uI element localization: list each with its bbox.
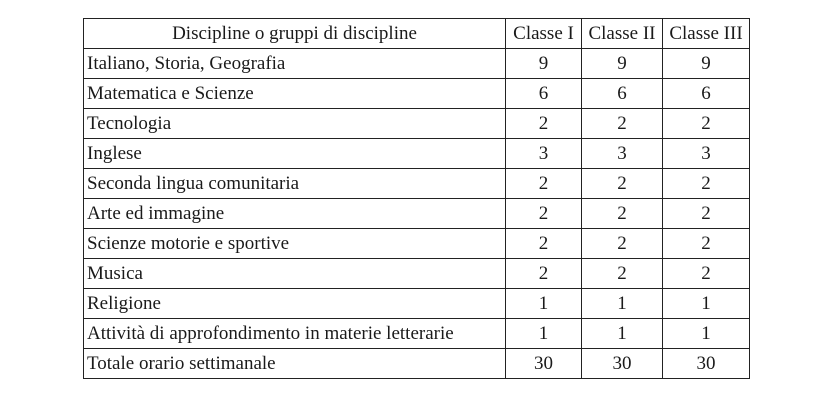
hours-cell-classe-2: 1 — [582, 319, 663, 349]
hours-cell-classe-2: 2 — [582, 259, 663, 289]
subject-cell: Religione — [84, 289, 506, 319]
subject-cell: Scienze motorie e sportive — [84, 229, 506, 259]
hours-cell-classe-1: 3 — [506, 139, 582, 169]
hours-cell-classe-3: 2 — [663, 169, 750, 199]
hours-cell-classe-2: 2 — [582, 169, 663, 199]
table-row-total — [84, 349, 750, 379]
hours-cell-classe-3: 1 — [663, 319, 750, 349]
hours-cell-classe-1: 6 — [506, 79, 582, 109]
hours-cell-classe-3: 30 — [663, 349, 750, 379]
subject-cell: Matematica e Scienze — [84, 79, 506, 109]
table-row — [84, 319, 750, 349]
hours-cell-classe-3: 2 — [663, 259, 750, 289]
subject-cell: Totale orario settimanale — [84, 349, 506, 379]
hours-cell-classe-3: 2 — [663, 229, 750, 259]
hours-cell-classe-1: 9 — [506, 49, 582, 79]
hours-cell-classe-3: 3 — [663, 139, 750, 169]
hours-cell-classe-3: 9 — [663, 49, 750, 79]
hours-cell-classe-2: 9 — [582, 49, 663, 79]
table-row — [84, 259, 750, 289]
hours-cell-classe-1: 2 — [506, 259, 582, 289]
table-row — [84, 49, 750, 79]
table-row — [84, 199, 750, 229]
hours-cell-classe-3: 1 — [663, 289, 750, 319]
column-header-classe-2: Classe II — [582, 19, 663, 49]
hours-cell-classe-2: 6 — [582, 79, 663, 109]
hours-cell-classe-1: 1 — [506, 319, 582, 349]
weekly-hours-table — [83, 18, 750, 379]
hours-cell-classe-3: 6 — [663, 79, 750, 109]
hours-cell-classe-2: 1 — [582, 289, 663, 319]
hours-cell-classe-3: 2 — [663, 199, 750, 229]
table-row — [84, 79, 750, 109]
hours-cell-classe-1: 30 — [506, 349, 582, 379]
subject-cell: Inglese — [84, 139, 506, 169]
hours-cell-classe-1: 2 — [506, 199, 582, 229]
column-header-classe-3: Classe III — [663, 19, 750, 49]
table-row — [84, 229, 750, 259]
hours-cell-classe-2: 2 — [582, 109, 663, 139]
subject-cell: Musica — [84, 259, 506, 289]
hours-cell-classe-3: 2 — [663, 109, 750, 139]
hours-cell-classe-2: 2 — [582, 199, 663, 229]
subject-cell: Arte ed immagine — [84, 199, 506, 229]
hours-cell-classe-1: 2 — [506, 109, 582, 139]
table-row — [84, 109, 750, 139]
hours-cell-classe-1: 1 — [506, 289, 582, 319]
column-header-classe-1: Classe I — [506, 19, 582, 49]
subject-cell: Seconda lingua comunitaria — [84, 169, 506, 199]
table-row — [84, 289, 750, 319]
hours-cell-classe-2: 30 — [582, 349, 663, 379]
table-row — [84, 139, 750, 169]
hours-cell-classe-2: 3 — [582, 139, 663, 169]
hours-cell-classe-2: 2 — [582, 229, 663, 259]
column-header-disciplines: Discipline o gruppi di discipline — [84, 19, 506, 49]
table-header-row — [84, 19, 750, 49]
subject-cell: Italiano, Storia, Geografia — [84, 49, 506, 79]
hours-cell-classe-1: 2 — [506, 229, 582, 259]
hours-cell-classe-1: 2 — [506, 169, 582, 199]
subject-cell: Attività di approfondimento in materie letterarie — [84, 319, 506, 349]
table-row — [84, 169, 750, 199]
subject-cell: Tecnologia — [84, 109, 506, 139]
